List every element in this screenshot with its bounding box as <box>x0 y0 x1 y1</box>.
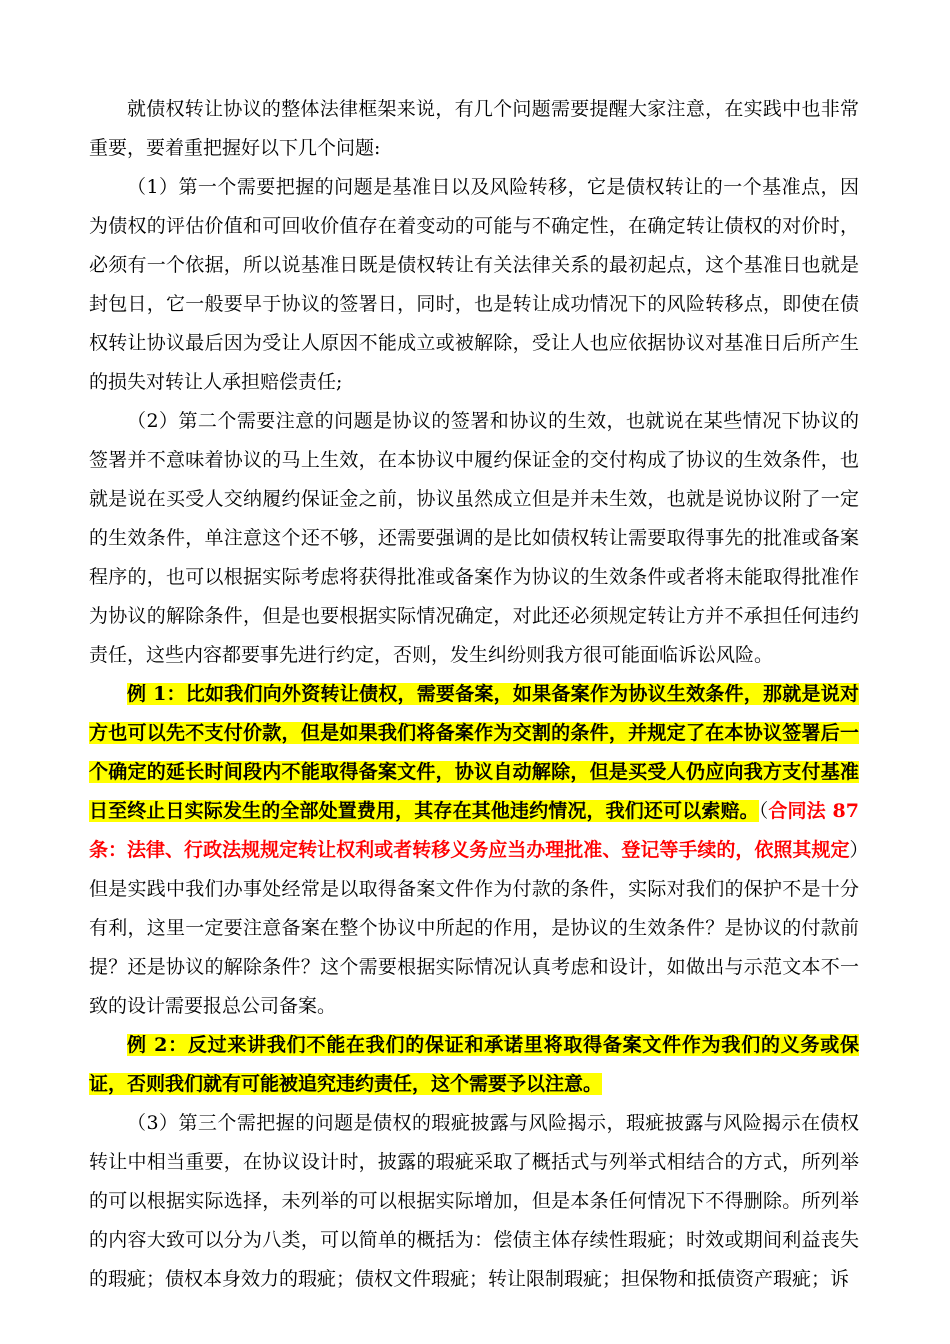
example-2-paragraph <box>89 1026 859 1104</box>
point-3-paragraph: （3）第三个需把握的问题是债权的瑕疵披露与风险揭示，瑕疵披露与风险揭示在债权转让中相当重要，在协议设计时，披露的瑕疵采取了概括式与列举式相结合的方式，所列举的可以根据实际选择，未列举的可以根据实际增加，但是本条任何情况下不得删除。所列举的内容大致可以分为八类，可以简单的概括为：偿债主体存续性瑕疵；时效或期间利益丧失的瑕疵；债权本身效力的瑕疵；债权文件瑕疵；转让限制瑕疵；担保物和抵债资产瑕疵；诉 <box>89 1112 859 1290</box>
citation-open-paren: （ <box>758 800 769 822</box>
contract-law-citation: 合同法 87 条：法律、行政法规规定转让权利或者转移义务应当办理批准、登记等手续的，依照其规定 <box>89 800 859 861</box>
example-1-paragraph <box>89 675 859 1026</box>
intro-paragraph: 就债权转让协议的整体法律框架来说，有几个问题需要提醒大家注意，在实践中也非常重要，要着重把握好以下几个问题: <box>89 98 859 159</box>
example-2-highlight: 例 2：反过来讲我们不能在我们的保证和承诺里将取得备案文件作为我们的义务或保证，否则我们就有可能被追究违约责任，这个需要予以注意。 <box>89 1034 859 1095</box>
point-2-paragraph: （2）第二个需要注意的问题是协议的签署和协议的生效，也就说在某些情况下协议的签署并不意味着协议的马上生效，在本协议中履约保证金的交付构成了协议的生效条件，也就是说在买受人交纳履约保证金之前，协议虽然成立但是并未生效，也就是说协议附了一定的生效条件，单注意这个还不够，还需要强调的是比如债权转让需要取得事先的批准或备案程序的，也可以根据实际考虑将获得批准或备案作为协议的生效条件或者将未能取得批准作为协议的解除条件，但是也要根据实际情况确定，对此还必须规定转让方并不承担任何违约责任，这些内容都要事先进行约定，否则，发生纠纷则我方很可能面临诉讼风险。 <box>89 410 859 666</box>
document-body <box>89 90 859 1299</box>
point-1-paragraph: （1）第一个需要把握的问题是基准日以及风险转移，它是债权转让的一个基准点，因为债权的评估价值和可回收价值存在着变动的可能与不确定性，在确定转让债权的对价时，必须有一个依据，所以说基准日既是债权转让有关法律关系的最初起点，这个基准日也就是封包日，它一般要早于协议的签署日，同时，也是转让成功情况下的风险转移点，即使在债权转让协议最后因为受让人原因不能成立或被解除，受让人也应依据协议对基准日后所产生的损失对转让人承担赔偿责任; <box>89 176 859 393</box>
example-1-rest: ）但是实践中我们办事处经常是以取得备案文件作为付款的条件，实际对我们的保护不是十分有利，这里一定要注意备案在整个协议中所起的作用，是协议的生效条件？是协议的付款前提？还是协议的解除条件？这个需要根据实际情况认真考虑和设计，如做出与示范文本不一致的设计需要报总公司备案。 <box>89 839 859 1017</box>
example-1-highlight: 例 1：比如我们向外资转让债权，需要备案，如果备案作为协议生效条件，那就是说对方也可以先不支付价款，但是如果我们将备案作为交割的条件，并规定了在本协议签署后一个确定的延长时间段内不能取得备案文件，协议自动解除，但是买受人仍应向我方支付基准日至终止日实际发生的全部处置费用，其存在其他违约情况，我们还可以索赔。 <box>89 683 859 822</box>
